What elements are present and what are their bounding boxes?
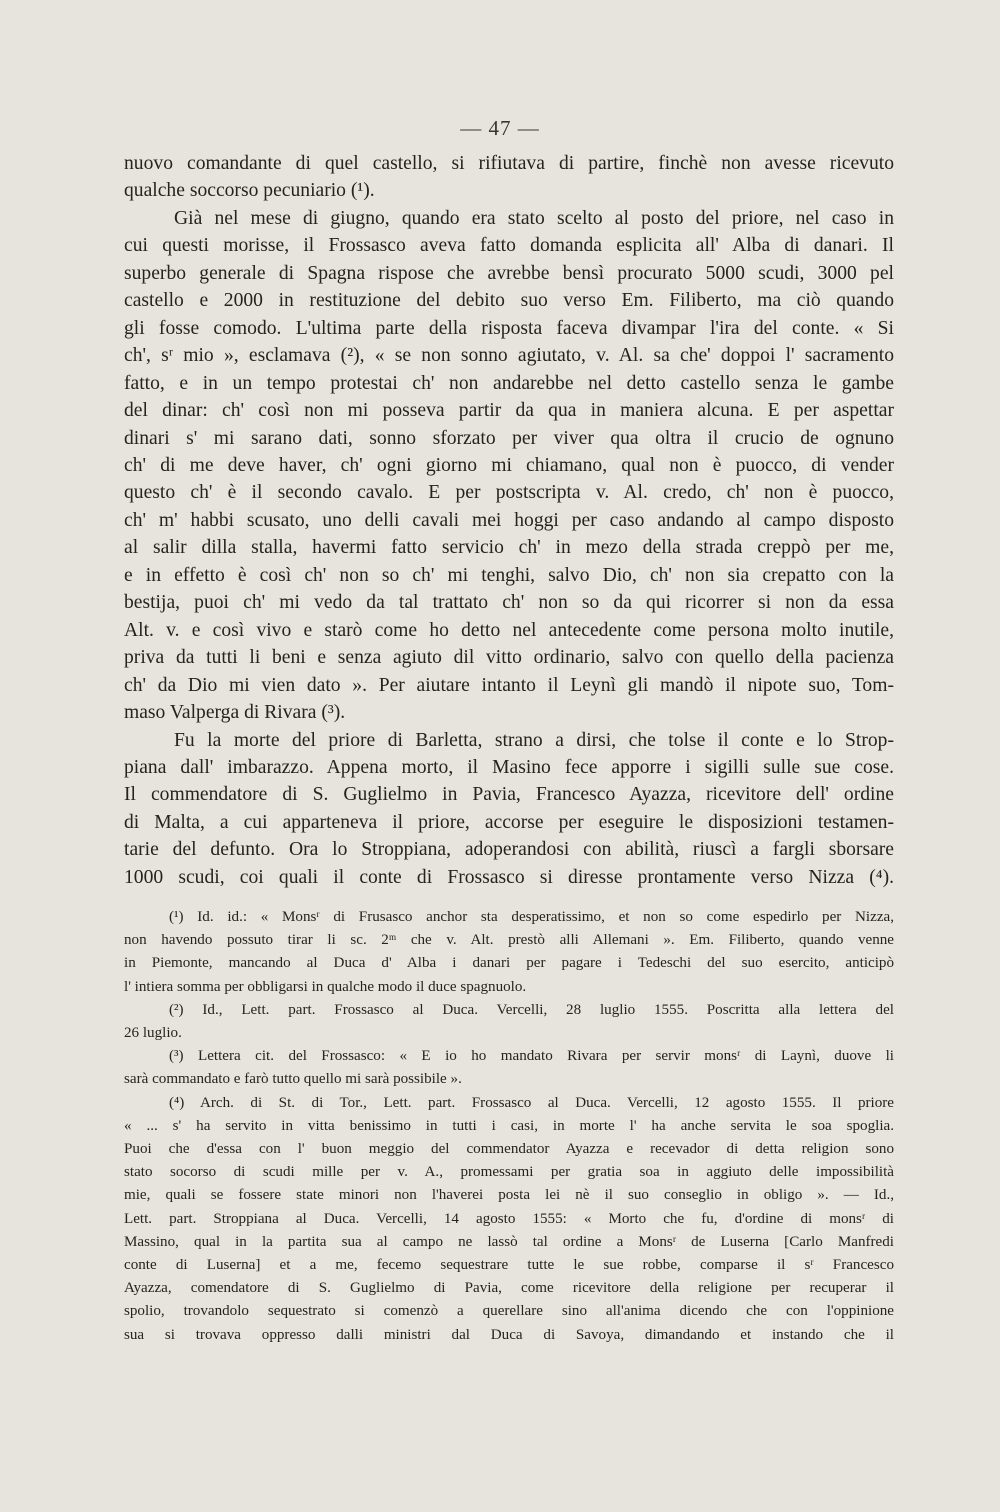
- text-line: Già nel mese di giugno, quando era stato scelto al posto del priore, nel caso in: [174, 207, 894, 229]
- text-line: gli fosse comodo. L'ultima parte della risposta faceva divampar l'ira del conte. « Si: [124, 317, 894, 339]
- text-line: di Malta, a cui apparteneva il priore, accorse per eseguire le disposizioni testamen-: [124, 811, 894, 833]
- text-line: 1000 scudi, coi quali il conte di Frossasco si diresse prontamente verso Nizza (⁴).: [124, 866, 894, 888]
- text-line: bestija, puoi ch' mi vedo da tal trattato ch' non so da qui ricorrer si non da essa: [124, 592, 894, 614]
- footnote-line: sarà commandato e farò tutto quello mi sarà possibile ».: [124, 1071, 462, 1088]
- text-line: Il commendatore di S. Guglielmo in Pavia, Francesco Ayazza, ricevitore dell' ordine: [124, 784, 894, 806]
- footnote-line: « ... s' ha servito in vitta benissimo in tutti i casi, in morte l' ha anche servita le soa spoglia.: [124, 1117, 894, 1134]
- text-line: dinari s' mi sarano dati, sonno sforzato per viver qua oltra il crucio de ognuno: [124, 427, 894, 449]
- footnote-line: conte di Luserna] et a me, fecemo sequestrare tutte le sue robbe, comparse il sʳ Francesco: [124, 1257, 894, 1274]
- text-line: fatto, e in un tempo protestai ch' non andarebbe nel detto castello senza le gambe: [124, 372, 894, 394]
- footnote-line: Massino, qual in la partita sua al campo ne lassò tal ordine a Monsʳ de Luserna [Carlo Manfredi: [124, 1233, 894, 1250]
- text-line: ch', sʳ mio », esclamava (²), « se non sonno agiutato, v. Al. sa che' doppoi l' sacramento: [124, 345, 894, 367]
- text-line: nuovo comandante di quel castello, si rifiutava di partire, finchè non avesse ricevuto: [124, 153, 894, 174]
- text-line: piana dall' imbarazzo. Appena morto, il Masino fece apporre i sigilli sulle sue cose.: [124, 756, 894, 778]
- text-line: tarie del defunto. Ora lo Stroppiana, adoperandosi con abilità, riuscì a fargli sborsare: [124, 839, 894, 861]
- footnote-line: (⁴) Arch. di St. di Tor., Lett. part. Frossasco al Duca. Vercelli, 12 agosto 1555. Il priore: [169, 1094, 894, 1111]
- text-line: al salir dilla stalla, havermi fatto servicio ch' in mezo della strada creppò per me,: [124, 537, 894, 559]
- page-number: — 47 —: [460, 116, 540, 140]
- text-line: questo ch' è il secondo cavalo. E per postscripta v. Al. credo, ch' non è puocco,: [124, 482, 894, 504]
- text-line: castello e 2000 in restituzione del debito suo verso Em. Filiberto, ma ciò quando: [124, 290, 894, 312]
- text-line: e in effetto è così ch' non so ch' mi tenghi, salvo Dio, ch' non sia crepatto con la: [124, 564, 894, 586]
- footnote-line: sua si trovava oppresso dalli ministri dal Duca di Savoya, dimandando et instando che il: [124, 1326, 894, 1343]
- text-line: maso Valperga di Rivara (³).: [124, 702, 346, 724]
- footnote-line: stato socorso di scudi mille per v. A., promessami per gratia soa in aggiuto delle impossibilità: [124, 1164, 894, 1181]
- footnote-line: (²) Id., Lett. part. Frossasco al Duca. Vercelli, 28 luglio 1555. Poscritta alla lettera del: [169, 1001, 894, 1018]
- text-line: superbo generale di Spagna rispose che avrebbe bensì procurato 5000 scudi, 3000 pel: [124, 262, 894, 284]
- footnote-line: (¹) Id. id.: « Monsʳ di Frusasco anchor sta desperatissimo, et non so come espedirlo per Nizza,: [169, 909, 894, 925]
- footnotes: [124, 906, 894, 1347]
- text-line: priva da tutti li beni e senza agiuto dil vitto ordinario, salvo con quello della pacienza: [124, 647, 894, 669]
- text-line: cui questi morisse, il Frossasco aveva fatto domanda esplicita all' Alba di danari. Il: [124, 235, 894, 257]
- footnote-line: non havendo possuto tirar li sc. 2ᵐ che v. Alt. prestò alli Allemani ». Em. Filiberto, quando venne: [124, 932, 894, 949]
- footnote-line: Ayazza, comendatore di S. Guglielmo di Pavia, come ricevitore della religione per recuperar il: [124, 1280, 894, 1297]
- text-line: ch' m' habbi scusato, uno delli cavali mei hoggi per caso andando al campo disposto: [124, 509, 894, 531]
- text-line: Alt. v. e così vivo e starò come ho detto nel antecedente come persona molto inutile,: [124, 619, 894, 641]
- footnote-line: Lett. part. Stroppiana al Duca. Vercelli, 14 agosto 1555: « Morto che fu, d'ordine di monsʳ di: [124, 1210, 894, 1227]
- text-line: ch' di me deve haver, ch' ogni giorno mi chiamano, qual non è puocco, di vender: [124, 454, 894, 476]
- text-line: ch' da Dio mi vien dato ». Per aiutare intanto il Leynì gli mandò il nipote suo, Tom-: [124, 674, 894, 696]
- footnote-line: in Piemonte, mancando al Duca d' Alba i danari per pagare i Tedeschi del suo esercito, anticipò: [124, 955, 894, 972]
- text-line: Fu la morte del priore di Barletta, strano a dirsi, che tolse il conte e lo Strop-: [174, 729, 894, 751]
- footnote-line: l' intiera somma per obbligarsi in qualche modo il duce spagnuolo.: [124, 978, 527, 995]
- main-text: [124, 150, 894, 891]
- footnote-line: (³) Lettera cit. del Frossasco: « E io ho mandato Rivara per servir monsʳ di Laynì, duove li: [169, 1048, 894, 1065]
- text-line: del dinar: ch' così non mi posseva partir da qua in maniera alcuna. E per aspettar: [124, 400, 894, 422]
- footnote-line: 26 luglio.: [124, 1025, 182, 1042]
- text-line: qualche soccorso pecuniario (¹).: [124, 180, 375, 202]
- footnote-line: spolio, trovandolo sequestrato si comenzò a querellare sino all'anima dicendo che con l'oppinione: [124, 1303, 894, 1320]
- footnote-line: Puoi che d'essa con l' buon meggio del commendator Ayazza e recevador di detta religion sono: [124, 1141, 894, 1158]
- footnote-line: mie, quali se fossere state minori non l'haverei posta lei nè il suo conseglio in obligo ». — Id.,: [124, 1187, 894, 1204]
